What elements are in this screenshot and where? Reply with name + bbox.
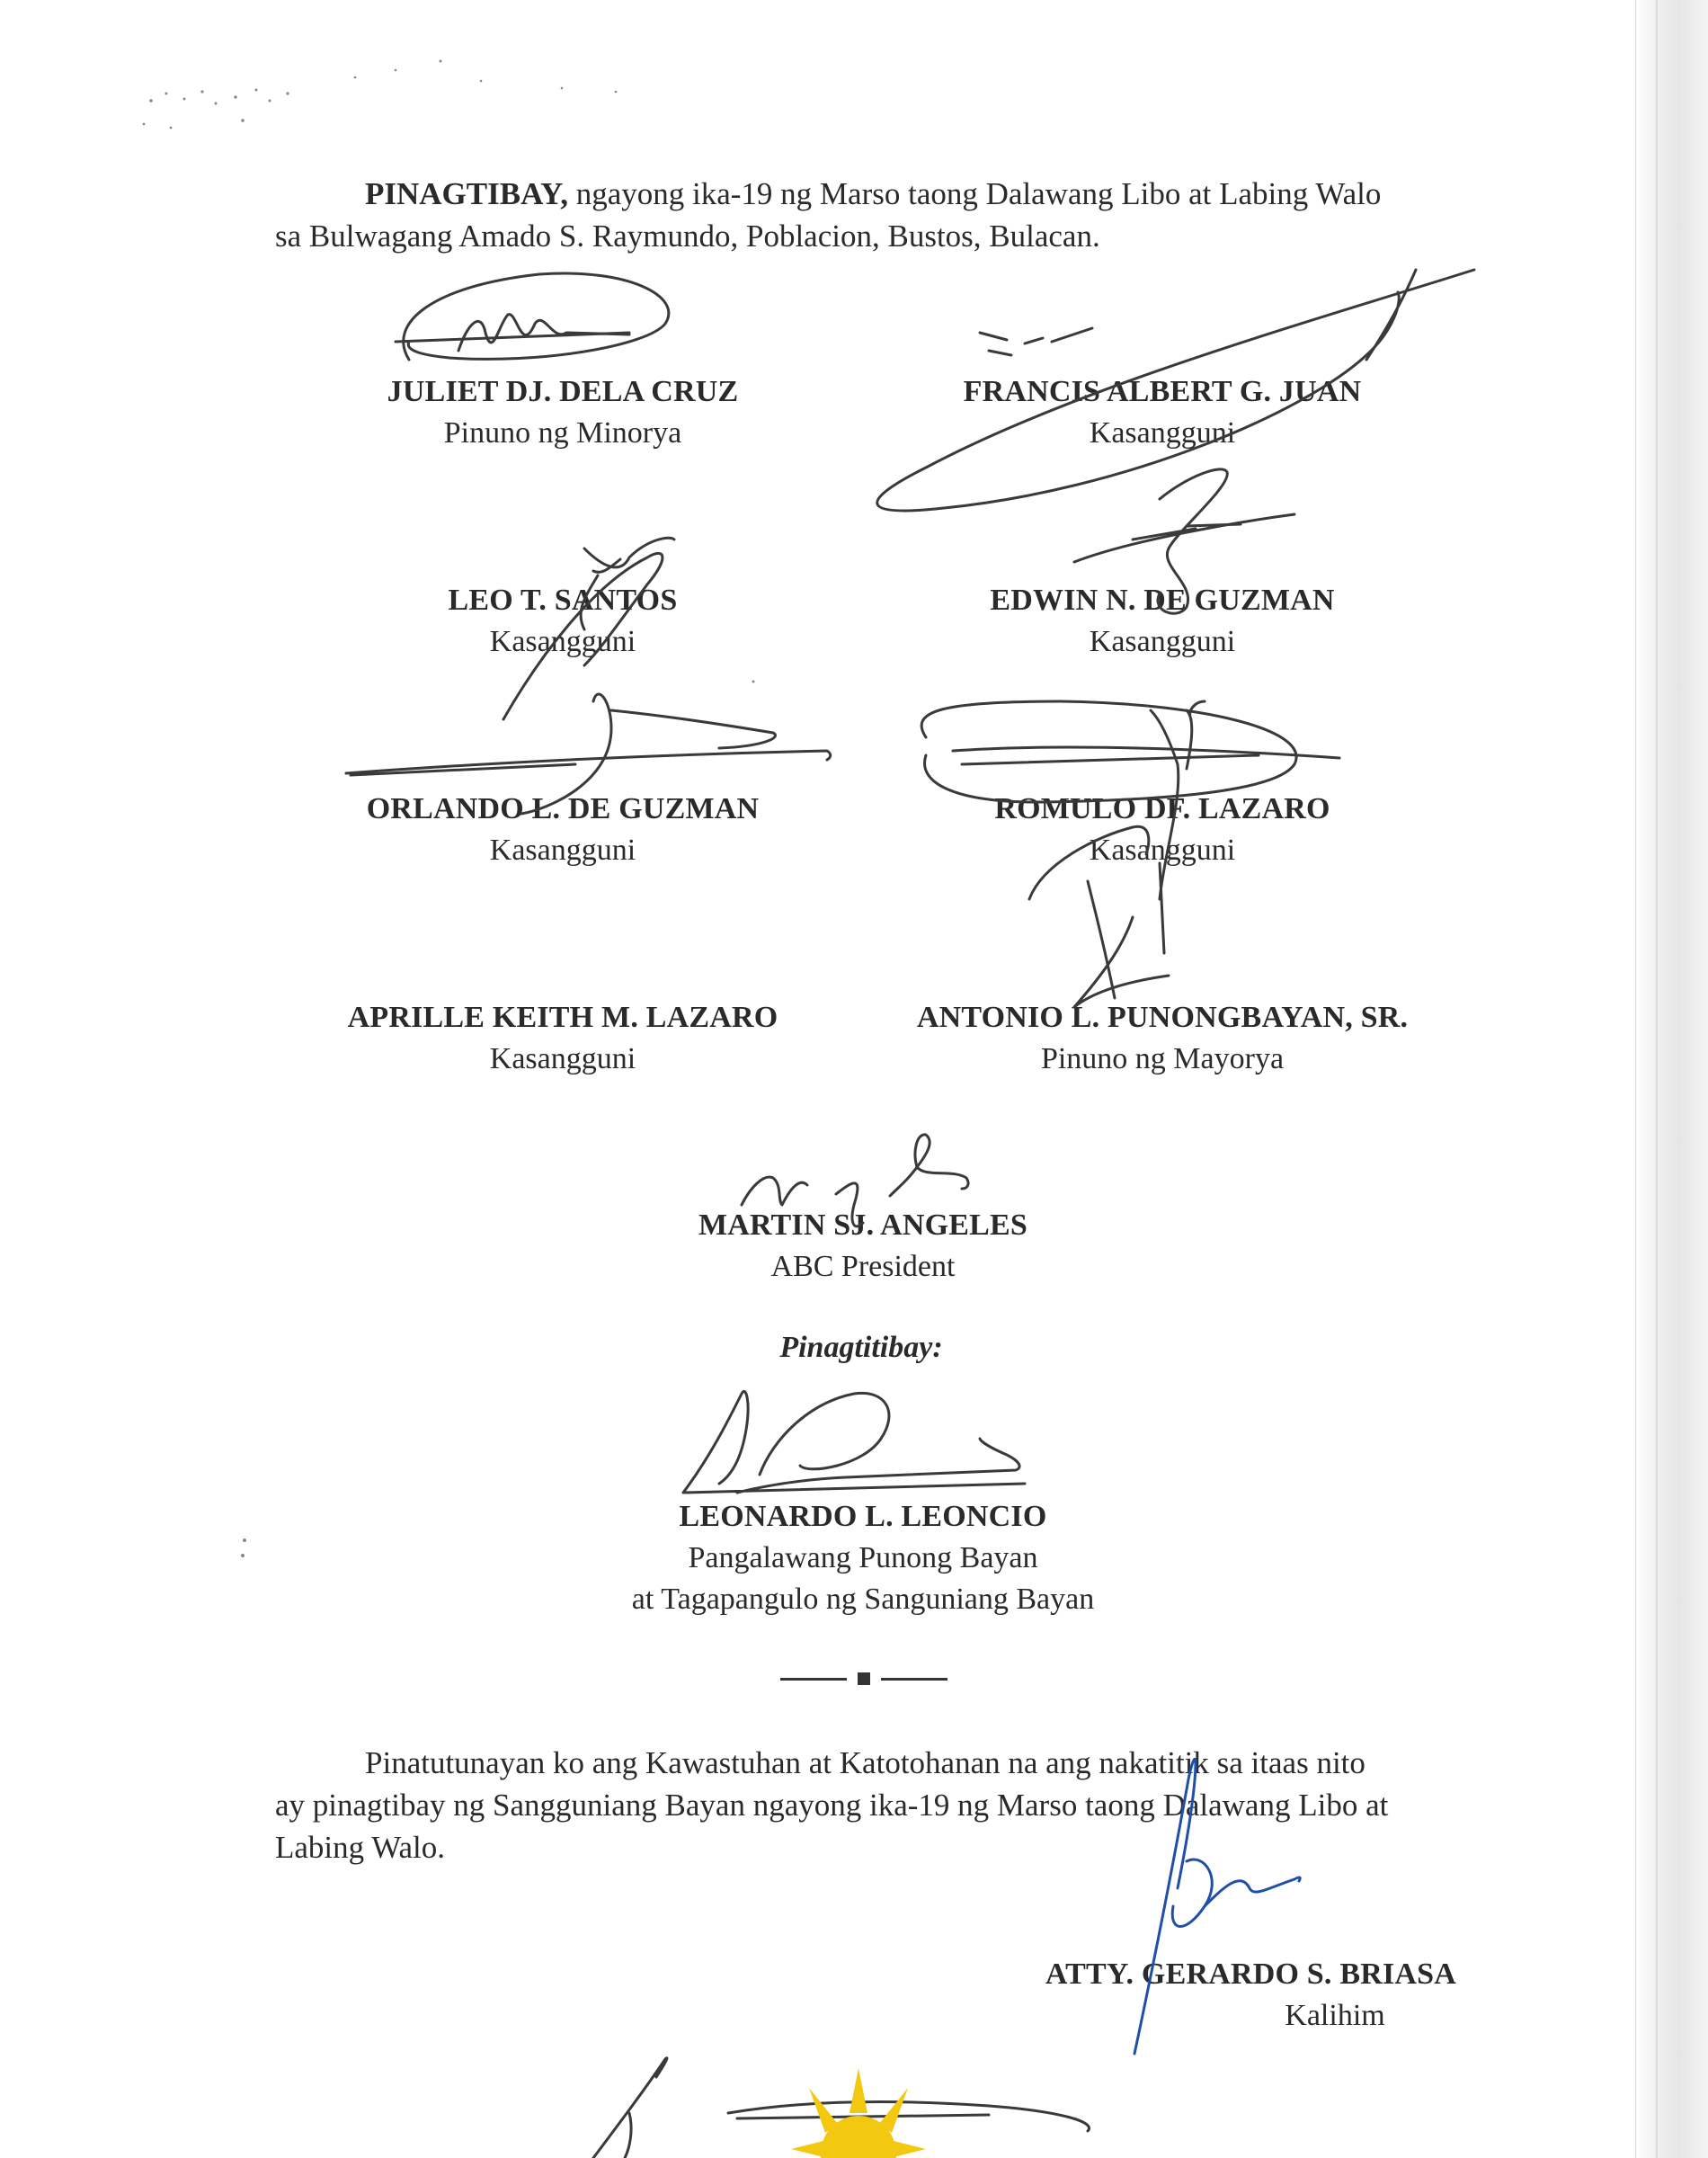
certification-paragraph xyxy=(275,1742,1453,1868)
page-edge xyxy=(1635,0,1708,2158)
sun-seal-icon xyxy=(791,2068,926,2158)
approval-text-2: sa Bulwagang Amado S. Raymundo, Poblacion, Bustos, Bulacan. xyxy=(275,218,1100,254)
signatory-aprille-lazaro xyxy=(248,997,877,1080)
signatory-name: EDWIN N. DE GUZMAN xyxy=(990,584,1335,617)
certification-line-2: ay pinagtibay ng Sangguniang Bayan ngayong ika-19 ng Marso taong Dalawang Libo at xyxy=(275,1788,1389,1823)
approval-paragraph xyxy=(275,173,1453,257)
signatory-juan xyxy=(848,371,1477,454)
signatory-title: Pinuno ng Mayorya xyxy=(1040,1042,1285,1075)
signatory-name: APRILLE KEITH M. LAZARO xyxy=(347,1001,778,1034)
attest-name: LEONARDO L. LEONCIO xyxy=(679,1500,1047,1533)
signatory-title: Kasangguni xyxy=(489,1042,636,1075)
secretary-name: ATTY. GERARDO S. BRIASA xyxy=(1045,1957,1456,1991)
attest-title-1: Pangalawang Punong Bayan xyxy=(688,1541,1038,1574)
signatory-name: JULIET DJ. DELA CRUZ xyxy=(387,375,739,408)
approval-text: ngayong ika-19 ng Marso taong Dalawang Libo at Labing Walo xyxy=(575,176,1382,211)
signatory-name: ANTONIO L. PUNONGBAYAN, SR. xyxy=(916,1001,1409,1034)
signatory-dela-cruz xyxy=(248,371,877,454)
signatory-name: MARTIN SJ. ANGELES xyxy=(698,1208,1028,1242)
signatory-title: Pinuno ng Minorya xyxy=(443,416,682,450)
attest-title-2: at Tagapangulo ng Sanguniang Bayan xyxy=(631,1583,1095,1616)
signature-bottom-center xyxy=(728,2101,1090,2131)
signatory-name: FRANCIS ALBERT G. JUAN xyxy=(963,375,1362,408)
secretary-title: Kalihim xyxy=(1285,1999,1385,2032)
section-divider xyxy=(780,1669,947,1689)
secretary-block xyxy=(1007,1954,1456,2037)
signatory-title: Kasangguni xyxy=(489,625,636,658)
signatory-title: Kasangguni xyxy=(1089,834,1236,867)
signatory-title: Kasangguni xyxy=(1089,416,1236,450)
signatory-title: Kasangguni xyxy=(1089,625,1236,658)
signatory-edwin-de-guzman xyxy=(848,580,1477,663)
signatory-title: Kasangguni xyxy=(489,834,636,867)
certification-line-3: Labing Walo. xyxy=(275,1830,445,1865)
signature-dela-cruz xyxy=(396,273,669,360)
signatory-title: ABC President xyxy=(770,1250,956,1283)
signatory-name: ORLANDO L. DE GUZMAN xyxy=(366,792,760,825)
signatory-name: ROMULO DF. LAZARO xyxy=(994,792,1330,825)
signatory-name: LEO T. SANTOS xyxy=(448,584,678,617)
certification-line-1: Pinatutunayan ko ang Kawastuhan at Katotohanan na ang nakatitik sa itaas nito xyxy=(365,1745,1366,1780)
signatory-angeles xyxy=(548,1205,1178,1288)
attest-label: Pinagtitibay: xyxy=(779,1331,943,1364)
signatory-santos xyxy=(248,580,877,663)
approval-lead: PINAGTIBAY, xyxy=(365,176,568,211)
signatory-orlando-de-guzman xyxy=(248,789,877,871)
signature-leoncio xyxy=(683,1391,1025,1493)
signatory-punongbayan xyxy=(848,997,1477,1080)
signature-bottom-left xyxy=(593,2058,667,2158)
signatory-romulo-lazaro xyxy=(848,789,1477,871)
attest-block xyxy=(548,1496,1178,1620)
